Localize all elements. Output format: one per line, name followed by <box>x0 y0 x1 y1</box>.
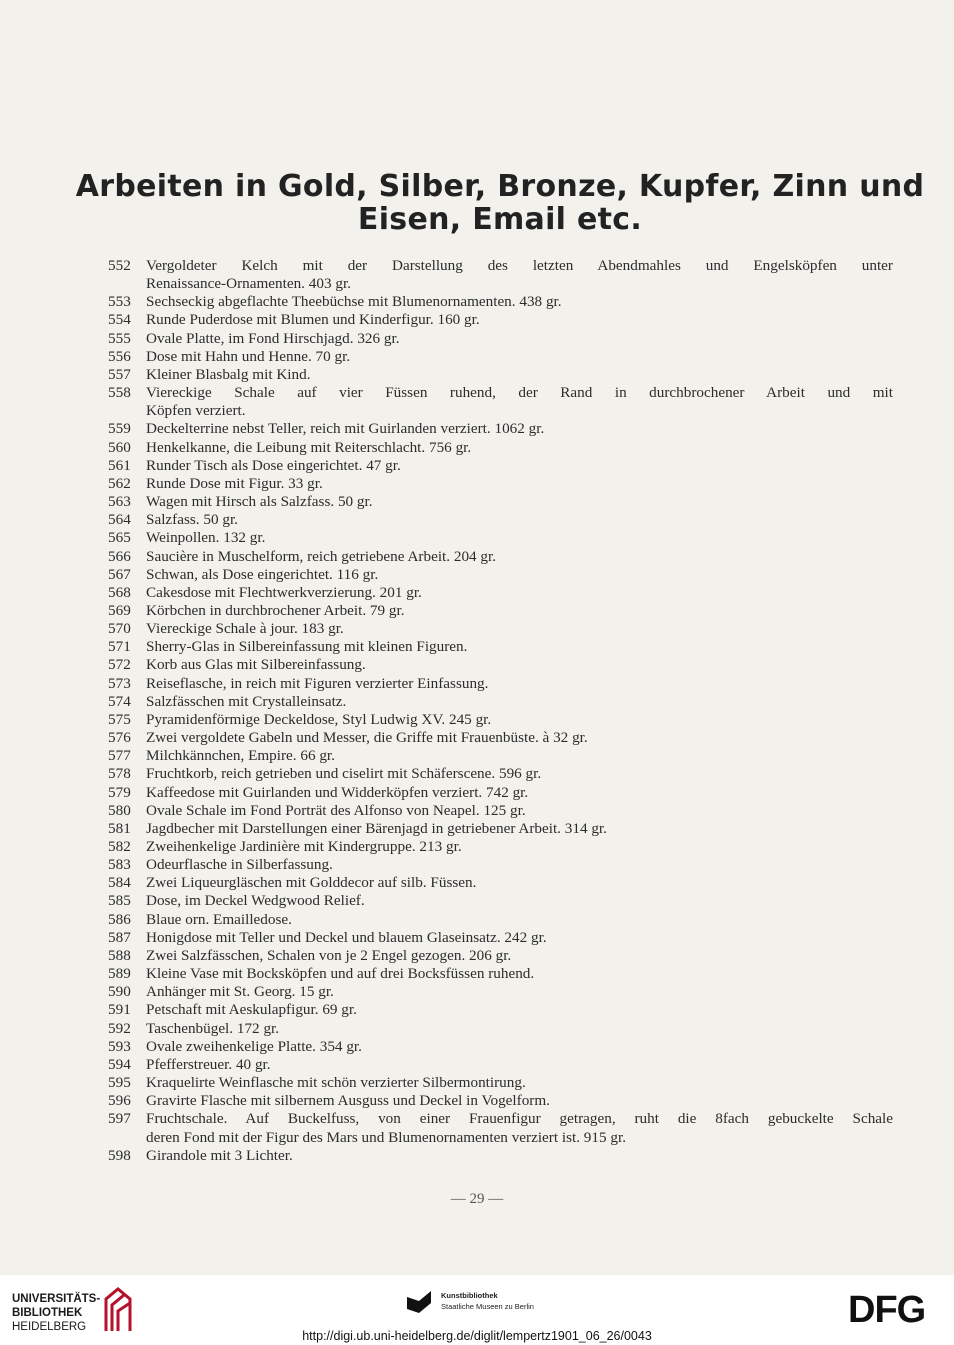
entry-text-line: Deckelterrine nebst Teller, reich mit Guirlanden verziert. 1062 gr. <box>146 420 545 438</box>
entry-number: 561 <box>108 456 131 474</box>
entry-number: 567 <box>108 565 131 583</box>
catalog-entry <box>108 765 893 783</box>
entry-text <box>146 602 893 620</box>
catalog-entry <box>108 311 893 329</box>
entry-text-line: Runde Puderdose mit Blumen und Kinderfigur. 160 gr. <box>146 311 480 329</box>
entry-text <box>146 330 893 348</box>
entry-number: 583 <box>108 856 131 874</box>
entry-text-line: Dose, im Deckel Wedgwood Relief. <box>146 892 365 910</box>
entry-number: 591 <box>108 1001 131 1019</box>
entry-text-line: Schwan, als Dose eingerichtet. 116 gr. <box>146 565 379 583</box>
catalog-entry <box>108 965 893 983</box>
entry-text <box>146 1038 893 1056</box>
catalog-entry <box>108 983 893 1001</box>
entry-number: 562 <box>108 474 131 492</box>
entry-text-line: Ovale Platte, im Fond Hirschjagd. 326 gr. <box>146 329 400 347</box>
entry-text <box>146 1074 893 1092</box>
catalog-entry <box>108 892 893 910</box>
entry-text <box>146 566 893 584</box>
catalog-entry <box>108 802 893 820</box>
entry-text <box>146 548 893 566</box>
entry-number: 595 <box>108 1074 131 1092</box>
entry-text-line: Reiseflasche, in reich mit Figuren verzierter Einfassung. <box>146 674 489 692</box>
entry-number: 586 <box>108 910 131 928</box>
entry-text-line: Wagen mit Hirsch als Salzfass. 50 gr. <box>146 493 373 511</box>
entry-number: 585 <box>108 892 131 910</box>
entry-number: 593 <box>108 1037 131 1055</box>
dfg-logo[interactable]: DFG <box>848 1289 926 1331</box>
entry-text-line: Weinpollen. 132 gr. <box>146 529 266 547</box>
uni-logo-line-2: BIBLIOTHEK <box>12 1307 83 1319</box>
entry-text-continuation: deren Fond mit der Figur des Mars und Blumenornamenten verziert ist. 915 gr. <box>146 1128 626 1146</box>
catalog-entry <box>108 693 893 711</box>
catalog-entry <box>108 330 893 348</box>
entry-text-line: Runder Tisch als Dose eingerichtet. 47 gr. <box>146 456 401 474</box>
entry-text-line: Körbchen in durchbrochener Arbeit. 79 gr. <box>146 601 405 619</box>
entry-text <box>146 439 893 457</box>
catalog-entry <box>108 420 893 438</box>
entry-text-line: Gravirte Flasche mit silbernem Ausguss und Deckel in Vogelform. <box>146 1092 550 1110</box>
catalog-entry <box>108 566 893 584</box>
entry-text-line: Viereckige Schale à jour. 183 gr. <box>146 620 344 638</box>
entry-text-line: Ovale zweihenkelige Platte. 354 gr. <box>146 1037 362 1055</box>
entry-text <box>146 838 893 856</box>
catalog-entry <box>108 911 893 929</box>
title-line-1: Arbeiten in Gold, Silber, Bronze, Kupfer, Zinn und <box>75 169 925 204</box>
entry-text <box>146 983 893 1001</box>
entry-text-line: Kleine Vase mit Bocksköpfen und auf drei Bocksfüssen ruhend. <box>146 965 535 983</box>
catalog-entry <box>108 529 893 547</box>
entry-text-line: Pfefferstreuer. 40 gr. <box>146 1055 271 1073</box>
entry-text <box>146 1020 893 1038</box>
entry-text <box>146 765 893 783</box>
entry-text <box>146 366 893 384</box>
entry-text <box>146 475 893 493</box>
catalog-entry <box>108 511 893 529</box>
entry-number: 565 <box>108 529 131 547</box>
entry-text <box>146 675 893 693</box>
catalog-entry <box>108 457 893 475</box>
footer-bar <box>0 1275 954 1345</box>
entry-text <box>146 729 893 747</box>
entry-text-line: Salzfass. 50 gr. <box>146 511 238 529</box>
entry-number: 576 <box>108 729 131 747</box>
entry-text <box>146 420 893 438</box>
entry-text-line: Viereckige Schale auf vier Füssen ruhend, der Rand in durchbrochener Arbeit und mit <box>146 384 893 402</box>
entry-number: 584 <box>108 874 131 892</box>
entry-text <box>146 620 893 638</box>
entry-number: 568 <box>108 583 131 601</box>
catalog-entry <box>108 1147 893 1165</box>
entry-text-line: Petschaft mit Aeskulapfigur. 69 gr. <box>146 1001 357 1019</box>
entry-text-line: Girandole mit 3 Lichter. <box>146 1146 293 1164</box>
catalog-entry <box>108 1092 893 1110</box>
entry-text <box>146 711 893 729</box>
entry-text <box>146 965 893 983</box>
catalog-entry <box>108 1056 893 1074</box>
entry-number: 597 <box>108 1110 131 1128</box>
catalog-entry <box>108 929 893 947</box>
catalog-entry <box>108 620 893 638</box>
entry-text <box>146 1147 893 1165</box>
entry-number: 566 <box>108 547 131 565</box>
entry-text <box>146 874 893 892</box>
catalog-entry <box>108 856 893 874</box>
entry-text-line: Saucière in Muschelform, reich getriebene Arbeit. 204 gr. <box>146 547 497 565</box>
entry-text <box>146 1001 893 1019</box>
entry-text <box>146 911 893 929</box>
kunstbibliothek-mark-icon <box>405 1289 433 1315</box>
entry-text <box>146 1056 893 1074</box>
entry-number: 581 <box>108 819 131 837</box>
entry-number: 569 <box>108 601 131 619</box>
catalog-entry <box>108 1038 893 1056</box>
catalog-entry-list <box>108 257 893 1165</box>
entry-number: 552 <box>108 257 131 274</box>
entry-text <box>146 257 893 293</box>
entry-text-line: Honigdose mit Teller und Deckel und blauem Glaseinsatz. 242 gr. <box>146 928 547 946</box>
kb-line-2: Staatliche Museen zu Berlin <box>441 1302 534 1311</box>
catalog-entry <box>108 656 893 674</box>
catalog-entry <box>108 1020 893 1038</box>
entry-text <box>146 638 893 656</box>
entry-text-line: Sherry-Glas in Silbereinfassung mit kleinen Figuren. <box>146 638 468 656</box>
entry-text-line: Fruchtschale. Auf Buckelfuss, von einer Frauenfigur getragen, ruht die 8fach gebuckelte Schale <box>146 1110 893 1128</box>
entry-text-line: Ovale Schale im Fond Porträt des Alfonso von Neapel. 125 gr. <box>146 801 526 819</box>
entry-text <box>146 747 893 765</box>
catalog-entry <box>108 602 893 620</box>
entry-text <box>146 784 893 802</box>
entry-text-line: Zweihenkelige Jardinière mit Kindergruppe. 213 gr. <box>146 838 462 855</box>
entry-number: 572 <box>108 656 131 674</box>
entry-number: 598 <box>108 1146 131 1164</box>
uni-logo-line-1: UNIVERSITÄTS- <box>12 1293 101 1305</box>
entry-text-line: Blaue orn. Emailledose. <box>146 910 292 928</box>
entry-text-line: Anhänger mit St. Georg. 15 gr. <box>146 983 334 1001</box>
catalog-entry <box>108 838 893 856</box>
entry-number: 557 <box>108 365 131 383</box>
entry-text <box>146 293 893 311</box>
entry-text <box>146 693 893 711</box>
entry-number: 580 <box>108 801 131 819</box>
entry-text-line: Salzfässchen mit Crystalleinsatz. <box>146 692 347 710</box>
entry-number: 563 <box>108 493 131 511</box>
entry-text <box>146 457 893 475</box>
entry-text-continuation: Renaissance-Ornamenten. 403 gr. <box>146 275 351 293</box>
entry-number: 582 <box>108 838 131 855</box>
title-line-2: Eisen, Email etc. <box>357 202 643 237</box>
entry-text <box>146 820 893 838</box>
entry-text <box>146 947 893 965</box>
entry-text-line: Fruchtkorb, reich getrieben und ciselirt mit Schäferscene. 596 gr. <box>146 765 542 783</box>
entry-text <box>146 1092 893 1110</box>
entry-text-line: Pyramidenförmige Deckeldose, Styl Ludwig XV. 245 gr. <box>146 710 492 728</box>
entry-number: 558 <box>108 384 131 402</box>
catalog-entry <box>108 293 893 311</box>
catalog-entry <box>108 747 893 765</box>
entry-number: 560 <box>108 438 131 456</box>
entry-text <box>146 856 893 874</box>
kunstbibliothek-logo[interactable] <box>405 1287 565 1317</box>
entry-text <box>146 493 893 511</box>
entry-text <box>146 929 893 947</box>
entry-text-line: Odeurflasche in Silberfassung. <box>146 856 333 874</box>
uni-logo-line-3: HEIDELBERG <box>12 1321 87 1333</box>
entry-text <box>146 348 893 366</box>
entry-number: 589 <box>108 965 131 983</box>
source-url-link[interactable]: http://digi.ub.uni-heidelberg.de/diglit/lempertz1901_06_26/0043 <box>302 1329 652 1343</box>
catalog-entry <box>108 366 893 384</box>
entry-text-line: Taschenbügel. 172 gr. <box>146 1019 280 1037</box>
entry-number: 594 <box>108 1055 131 1073</box>
catalog-entry <box>108 439 893 457</box>
entry-number: 559 <box>108 420 131 438</box>
kb-line-1: Kunstbibliothek <box>441 1291 498 1300</box>
catalog-entry <box>108 348 893 366</box>
entry-number: 571 <box>108 638 131 656</box>
entry-text-line: Zwei Salzfässchen, Schalen von je 2 Engel gezogen. 206 gr. <box>146 946 512 964</box>
entry-number: 592 <box>108 1019 131 1037</box>
entry-text <box>146 511 893 529</box>
entry-number: 590 <box>108 983 131 1001</box>
entry-text-line: Korb aus Glas mit Silbereinfassung. <box>146 656 366 674</box>
catalog-entry <box>108 1110 893 1146</box>
catalog-entry <box>108 820 893 838</box>
catalog-entry <box>108 711 893 729</box>
entry-number: 553 <box>108 293 131 311</box>
catalog-entry <box>108 1001 893 1019</box>
entry-number: 596 <box>108 1092 131 1110</box>
entry-text-line: Runde Dose mit Figur. 33 gr. <box>146 474 323 492</box>
entry-text-line: Henkelkanne, die Leibung mit Reiterschlacht. 756 gr. <box>146 438 472 456</box>
entry-number: 575 <box>108 710 131 728</box>
entry-number: 556 <box>108 347 131 365</box>
entry-number: 574 <box>108 692 131 710</box>
entry-text-line: Kraquelirte Weinflasche mit schön verzierter Silbermontirung. <box>146 1074 526 1092</box>
catalog-entry <box>108 384 893 420</box>
catalog-entry <box>108 675 893 693</box>
university-emblem-icon <box>100 1285 136 1335</box>
entry-text-line: Kaffeedose mit Guirlanden und Widderköpfen verziert. 742 gr. <box>146 783 529 801</box>
catalog-entry <box>108 548 893 566</box>
catalog-entry <box>108 729 893 747</box>
entry-number: 555 <box>108 329 131 347</box>
entry-text-line: Sechseckig abgeflachte Theebüchse mit Blumenornamenten. 438 gr. <box>146 293 562 311</box>
entry-text <box>146 584 893 602</box>
entry-text-line: Dose mit Hahn und Henne. 70 gr. <box>146 347 351 365</box>
entry-text <box>146 802 893 820</box>
entry-text-line: Zwei Liqueurgläschen mit Golddecor auf silb. Füssen. <box>146 874 477 892</box>
catalog-entry <box>108 493 893 511</box>
entry-text <box>146 656 893 674</box>
catalog-entry <box>108 947 893 965</box>
entry-text-line: Milchkännchen, Empire. 66 gr. <box>146 747 335 765</box>
catalog-entry <box>108 1074 893 1092</box>
entry-number: 588 <box>108 946 131 964</box>
entry-text-line: Vergoldeter Kelch mit der Darstellung des letzten Abendmahles und Engelsköpfen unter <box>146 257 893 274</box>
entry-number: 577 <box>108 747 131 765</box>
entry-text-continuation: Köpfen verziert. <box>146 402 246 420</box>
catalog-entry <box>108 784 893 802</box>
catalog-entry <box>108 638 893 656</box>
entry-number: 573 <box>108 674 131 692</box>
entry-number: 554 <box>108 311 131 329</box>
entry-number: 587 <box>108 928 131 946</box>
catalog-entry <box>108 257 893 293</box>
entry-number: 578 <box>108 765 131 783</box>
entry-number: 579 <box>108 783 131 801</box>
catalog-entry <box>108 584 893 602</box>
entry-number: 570 <box>108 620 131 638</box>
entry-text <box>146 1110 893 1146</box>
page-title <box>70 170 930 236</box>
entry-text-line: Zwei vergoldete Gabeln und Messer, die Griffe mit Frauenbüste. à 32 gr. <box>146 729 588 747</box>
entry-text-line: Jagdbecher mit Darstellungen einer Bärenjagd in getriebener Arbeit. 314 gr. <box>146 819 607 837</box>
page-number: — 29 — <box>450 1191 504 1207</box>
catalog-entry <box>108 874 893 892</box>
entry-text <box>146 384 893 420</box>
entry-text <box>146 311 893 329</box>
catalog-entry <box>108 475 893 493</box>
entry-text-line: Cakesdose mit Flechtwerkverzierung. 201 gr. <box>146 583 422 601</box>
entry-text <box>146 529 893 547</box>
entry-number: 564 <box>108 511 131 529</box>
entry-text-line: Kleiner Blasbalg mit Kind. <box>146 365 311 383</box>
entry-text <box>146 892 893 910</box>
